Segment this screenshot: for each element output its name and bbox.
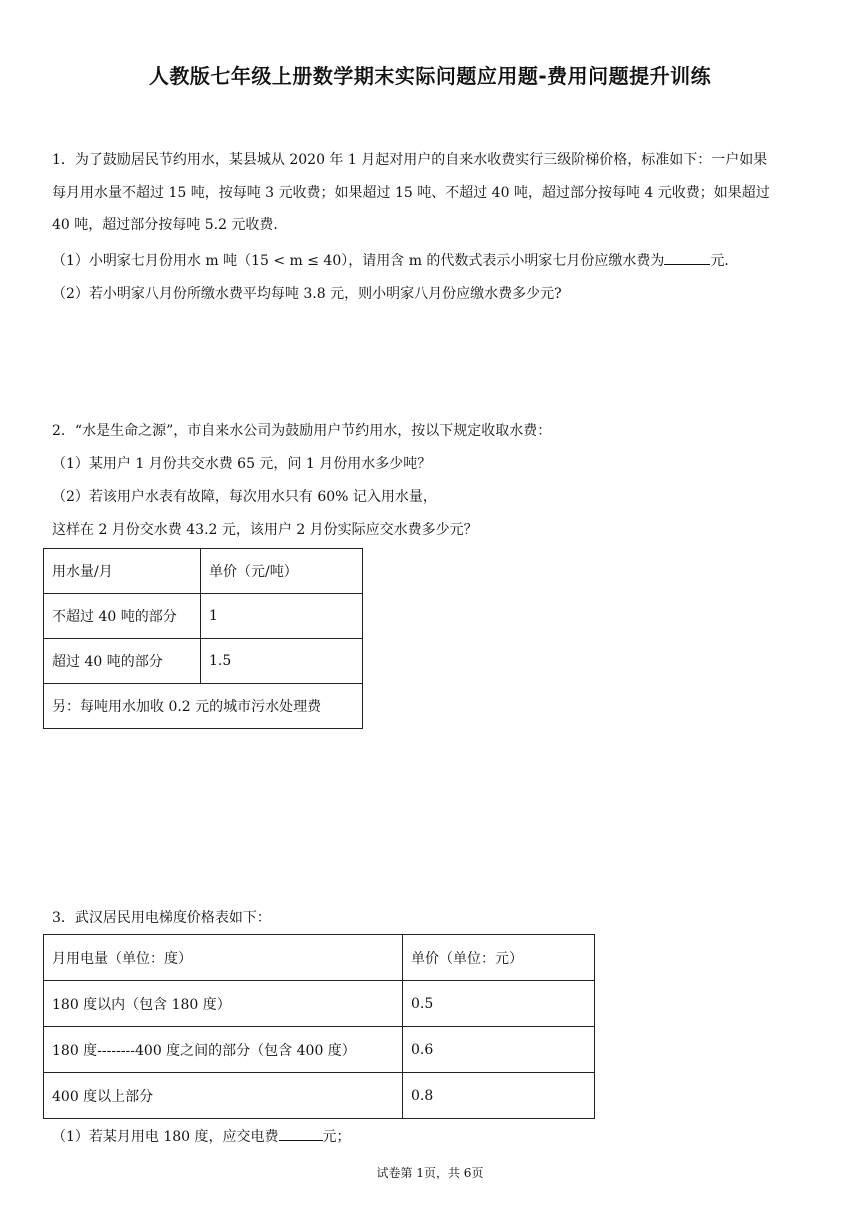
- table-header-row: [44, 549, 363, 594]
- table-header-cell: 月用电量（单位：度）: [44, 935, 403, 981]
- table-cell: 超过 40 吨的部分: [44, 639, 201, 684]
- q3-part1: [52, 1126, 351, 1147]
- table-row: [44, 1073, 595, 1119]
- q3-stem: 3．武汉居民用电梯度价格表如下：: [52, 910, 271, 926]
- table-cell: 180 度以内（包含 180 度）: [44, 981, 403, 1027]
- q2-part2: （2）若该用户水表有故障，每次用水只有 60% 记入用水量，: [52, 489, 437, 505]
- table-cell: 1.5: [201, 639, 363, 684]
- table-cell: 0.5: [403, 981, 595, 1027]
- table-header-row: [44, 935, 595, 981]
- table-row: [44, 981, 595, 1027]
- q1-part1-unit: 元．: [710, 253, 739, 269]
- table-cell: 1: [201, 594, 363, 639]
- q1-stem-line3: 40 吨，超过部分按每吨 5.2 元收费．: [52, 217, 288, 233]
- q3-part1-text: （1）若某月用电 180 度，应交电费: [52, 1129, 279, 1145]
- q1-stem-line1: 1．为了鼓励居民节约用水，某县城从 2020 年 1 月起对用户的自来水收费实行三级阶梯价格，标准如下：一户如果: [52, 152, 768, 168]
- table-row: [44, 1027, 595, 1073]
- table-row: [44, 684, 363, 729]
- q2-part2-cont: 这样在 2 月份交水费 43.2 元，该用户 2 月份实际应交水费多少元？: [52, 522, 478, 538]
- electricity-price-table: [43, 934, 595, 1119]
- table-cell: 0.6: [403, 1027, 595, 1073]
- q1-part1: [52, 250, 738, 271]
- table-header-cell: 单价（元/吨）: [201, 549, 363, 594]
- q1-part2: （2）若小明家八月份所缴水费平均每吨 3.8 元，则小明家八月份应缴水费多少元?: [52, 286, 562, 302]
- q3-part1-unit: 元；: [322, 1129, 351, 1145]
- q1-stem-line2: 每月用水量不超过 15 吨，按每吨 3 元收费；如果超过 15 吨、不超过 40 吨，超过部分按每吨 4 元收费；如果超过: [52, 185, 770, 201]
- answer-blank[interactable]: [279, 1126, 323, 1141]
- page-title: 人教版七年级上册数学期末实际问题应用题-费用问题提升训练: [148, 64, 712, 88]
- table-row: [44, 639, 363, 684]
- answer-blank[interactable]: [664, 250, 710, 265]
- q1-part1-text: （1）小明家七月份用水 m 吨（15 < m ≤ 40），请用含 m 的代数式表示小明家七月份应缴水费为: [52, 253, 665, 269]
- page-footer: 试卷第 1页，共 6页: [376, 1166, 484, 1180]
- table-note-cell: 另：每吨用水加收 0.2 元的城市污水处理费: [44, 684, 363, 729]
- q2-stem: 2．“水是生命之源”，市自来水公司为鼓励用户节约用水，按以下规定收取水费：: [52, 423, 552, 439]
- table-header-cell: 单价（单位：元）: [403, 935, 595, 981]
- table-cell: 180 度--------400 度之间的部分（包含 400 度）: [44, 1027, 403, 1073]
- table-cell: 不超过 40 吨的部分: [44, 594, 201, 639]
- table-row: [44, 594, 363, 639]
- water-price-table: [43, 548, 363, 729]
- table-cell: 0.8: [403, 1073, 595, 1119]
- q2-part1: （1）某用户 1 月份共交水费 65 元，问 1 月份用水多少吨？: [52, 456, 432, 472]
- table-header-cell: 用水量/月: [44, 549, 201, 594]
- table-cell: 400 度以上部分: [44, 1073, 403, 1119]
